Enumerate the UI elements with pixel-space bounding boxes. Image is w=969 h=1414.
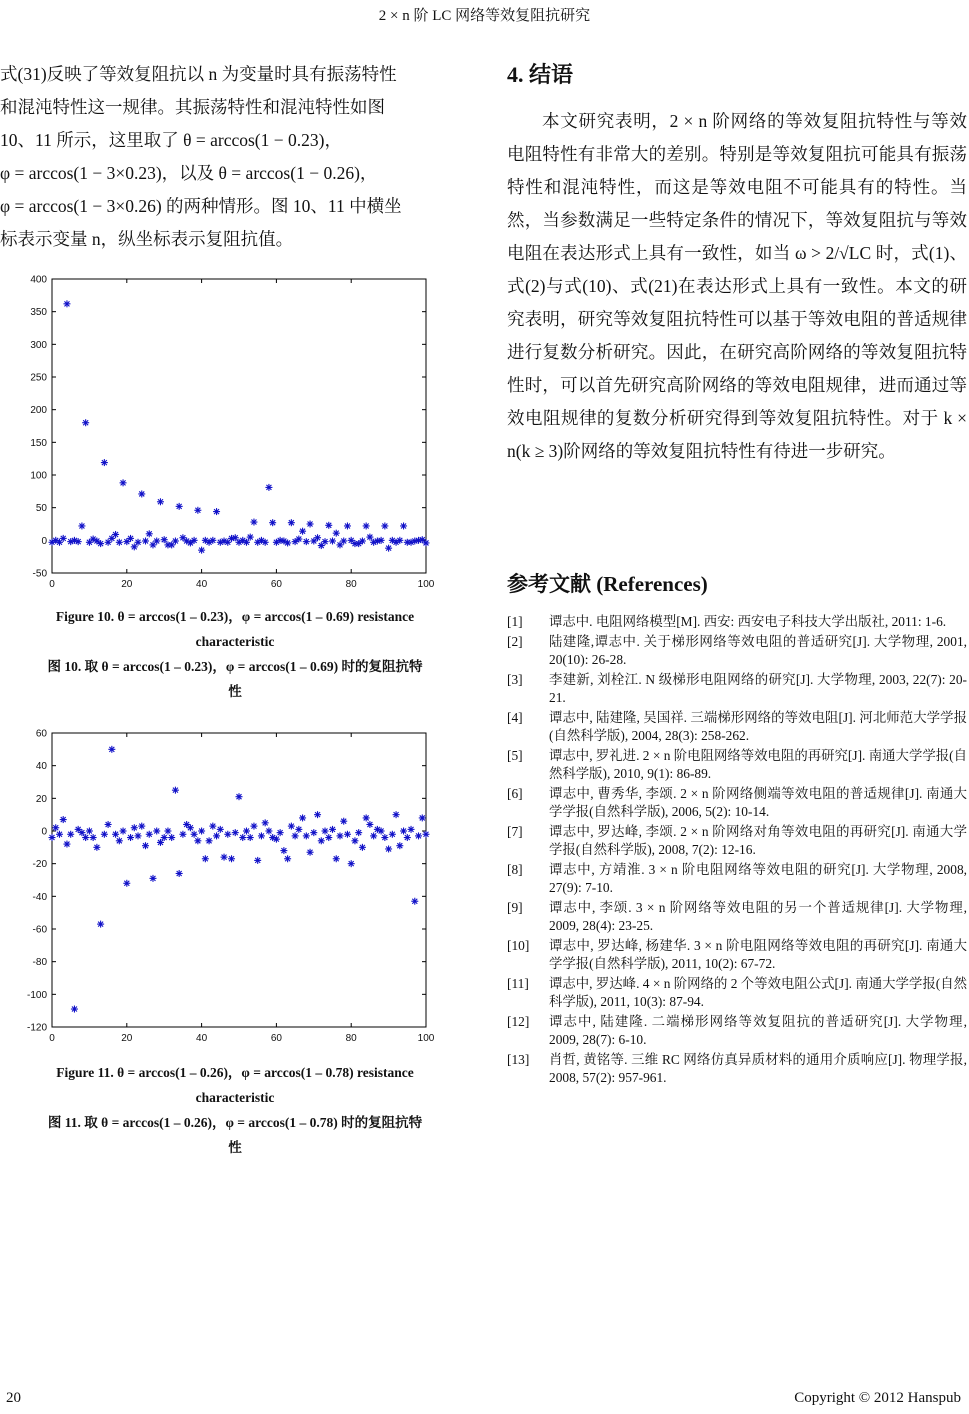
y-tick-label: 100 [30, 470, 47, 482]
figure-10-scatter-plot [0, 268, 470, 598]
data-point [284, 539, 291, 546]
data-point [254, 857, 261, 864]
reference-text: 谭志中, 陆建隆. 二端梯形网络等效复阻抗的普适研究[J]. 大学物理, 2009, 28(7): 6-10. [549, 1014, 967, 1047]
reference-number: [9] [507, 900, 523, 915]
figure-11-caption-zh: 图 11. 取 θ = arccos(1 – 0.26)，φ = arccos(1 – 0.78) 时的复阻抗特 [47, 1115, 423, 1130]
reference-number: [4] [507, 710, 523, 725]
figure-11-caption-zh-cont: 性 [228, 1140, 242, 1155]
reference-text: 陆建隆,谭志中. 关于梯形网络等效电阻的普适研究[J]. 大学物理, 2001, 20(10): 26-28. [549, 634, 967, 667]
data-point [146, 831, 153, 838]
data-point [303, 538, 310, 545]
data-point [393, 811, 400, 818]
copyright-notice: Copyright © 2012 Hanspub [794, 1390, 961, 1406]
y-tick-label: 150 [30, 437, 47, 449]
data-point [142, 537, 149, 544]
figure-11-scatter-plot [0, 722, 470, 1052]
y-tick-label: 50 [35, 503, 47, 515]
y-tick-label: -120 [26, 1022, 47, 1034]
data-point [209, 537, 216, 544]
data-point [314, 811, 321, 818]
data-point [176, 870, 183, 877]
data-point [366, 534, 373, 541]
data-point [221, 854, 228, 861]
data-point [120, 828, 127, 835]
data-point [164, 828, 171, 835]
intro-line: 和混沌特性这一规律。其振荡特性和混沌特性如图 [0, 97, 385, 117]
intro-line: 10、11 所示，这里取了 θ = arccos(1 − 0.23)， [0, 130, 342, 150]
data-point [123, 880, 130, 887]
data-point [411, 898, 418, 905]
data-point [366, 821, 373, 828]
data-point [97, 921, 104, 928]
data-point [228, 855, 235, 862]
reference-number: [8] [507, 862, 523, 877]
data-point [243, 539, 250, 546]
data-point [381, 522, 388, 529]
data-point [179, 831, 186, 838]
plot-frame [52, 279, 426, 573]
figure-10-caption-zh-cont: 性 [228, 684, 242, 699]
data-point [224, 831, 231, 838]
data-point [325, 522, 332, 529]
data-point [333, 530, 340, 537]
y-tick-label: -60 [32, 924, 47, 936]
data-point [191, 537, 198, 544]
data-point [194, 507, 201, 514]
conclusion-paragraph: 本文研究表明，2 × n 阶网络的等效复阻抗特性与等效电阻特性有非常大的差别。特别是等效复阻抗可能具有振荡特性和混沌特性，而这是等效电阻不可能具有的特性。当然，当参数满足一些特定条件的情况下，等效复阻抗与等效电阻在表达形式上具有一致性，如当 ω > 2/√LC 时，式(1)、式(2)与式(10)、式(21)在表达形式上具有一致性。本文的研究表明，研究等效复阻抗特性可以基于等效电阻的普适规律进行复数分析研究。因此，在研究高阶网络的等效复阻抗特性时，可以首先研究高阶网络的等效电阻规律，进而通过等效电阻规律的复数分析研究得到等效复阻抗特性。对于 k × n(k ≥ 3)阶网络的等效复阻抗特性有待进一步研究。 [507, 111, 967, 461]
data-point [385, 545, 392, 552]
data-point [138, 490, 145, 497]
data-point [303, 832, 310, 839]
y-tick-label: -50 [32, 568, 47, 580]
data-point [78, 829, 85, 836]
data-point [295, 536, 302, 543]
data-point [247, 534, 254, 541]
data-point [396, 537, 403, 544]
data-point [295, 826, 302, 833]
data-point [146, 530, 153, 537]
reference-list [507, 613, 967, 1089]
data-point [250, 519, 257, 526]
reference-text: 肖哲, 黄铭等. 三维 RC 网络仿真异质材料的通用介质响应[J]. 物理学报, 2008, 57(2): 957-961. [549, 1052, 967, 1085]
data-point [344, 522, 351, 529]
data-point [322, 828, 329, 835]
data-point [243, 828, 250, 835]
x-tick-label: 100 [417, 579, 435, 590]
reference-item [507, 709, 967, 745]
data-point [116, 539, 123, 546]
figure-10-caption-en-cont: characteristic [195, 634, 275, 649]
data-point [71, 1006, 78, 1013]
data-point [93, 844, 100, 851]
data-point [60, 816, 67, 823]
page-number: 20 [6, 1390, 21, 1406]
data-point [194, 837, 201, 844]
reference-number: [5] [507, 748, 523, 763]
reference-text: 谭志中. 电阻网络模型[M]. 西安: 西安电子科技大学出版社, 2011: 1-6. [549, 614, 947, 629]
data-point [105, 821, 112, 828]
data-point [153, 537, 160, 544]
data-point [239, 834, 246, 841]
data-point [213, 508, 220, 515]
data-point [359, 844, 366, 851]
reference-item [507, 633, 967, 669]
data-point [262, 819, 269, 826]
data-point [381, 834, 388, 841]
data-point [400, 828, 407, 835]
data-point [49, 834, 56, 841]
x-tick-label: 60 [270, 1033, 282, 1044]
data-point [161, 536, 168, 543]
data-point [172, 537, 179, 544]
reference-item [507, 823, 967, 859]
data-point [378, 537, 385, 544]
y-tick-label: 40 [35, 761, 47, 773]
reference-text: 谭志中, 罗达峰, 李颂. 2 × n 阶网络对角等效电阻的再研究[J]. 南通大学学报(自然科学版), 2008, 7(2): 12-16. [549, 824, 967, 857]
data-point [63, 300, 70, 307]
reference-item [507, 613, 967, 631]
data-point [232, 534, 239, 541]
data-point [157, 839, 164, 846]
data-point [310, 829, 317, 836]
data-point [86, 828, 93, 835]
y-tick-label: -100 [26, 989, 47, 1001]
data-point [127, 535, 134, 542]
data-point [363, 814, 370, 821]
data-point [206, 837, 213, 844]
data-point [329, 826, 336, 833]
reference-number: [6] [507, 786, 523, 801]
y-tick-label: 200 [30, 405, 47, 417]
data-point [202, 855, 209, 862]
reference-item [507, 937, 967, 973]
data-point [112, 531, 119, 538]
data-point [127, 834, 134, 841]
x-tick-label: 60 [270, 579, 282, 590]
data-point [307, 521, 314, 528]
intro-line: φ = arccos(1 − 3×0.23)，以及 θ = arccos(1 − 0.26)， [0, 163, 378, 183]
data-point [82, 834, 89, 841]
y-tick-label: -80 [32, 957, 47, 969]
figure-10-caption-en: Figure 10. θ = arccos(1 – 0.23)，φ = arccos(1 – 0.69) resistance [55, 609, 415, 624]
data-point [299, 528, 306, 535]
x-tick-label: 20 [121, 579, 133, 590]
reference-item [507, 861, 967, 897]
data-point [236, 793, 243, 800]
plot-frame [52, 733, 426, 1027]
y-tick-label: 0 [41, 826, 47, 838]
data-point [198, 547, 205, 554]
data-point [131, 824, 138, 831]
data-point [135, 832, 142, 839]
data-point [344, 831, 351, 838]
data-point [288, 823, 295, 830]
reference-number: [2] [507, 634, 523, 649]
figure-11-caption-en: Figure 11. θ = arccos(1 – 0.26)，φ = arccos(1 – 0.78) resistance [56, 1065, 414, 1080]
intro-line: 式(31)反映了等效复阻抗以 n 为变量时具有振荡特性 [0, 64, 397, 84]
data-point [153, 828, 160, 835]
data-point [333, 855, 340, 862]
data-point [396, 842, 403, 849]
data-point [63, 841, 70, 848]
data-point [213, 832, 220, 839]
data-point [262, 539, 269, 546]
right-column [507, 58, 967, 1085]
data-point [198, 828, 205, 835]
data-point [60, 535, 67, 542]
data-point [325, 834, 332, 841]
y-tick-label: 300 [30, 339, 47, 351]
data-point [157, 498, 164, 505]
data-point [389, 831, 396, 838]
reference-text: 谭志中, 陆建隆, 吴国祥. 三端梯形网络的等效电阻[J]. 河北师范大学学报(自然科学版), 2004, 28(3): 258-262. [549, 710, 967, 743]
data-point [138, 823, 145, 830]
intro-paragraph [0, 58, 470, 256]
data-point [168, 834, 175, 841]
reference-item [507, 747, 967, 783]
left-column [0, 58, 470, 256]
reference-item [507, 975, 967, 1011]
data-point [172, 787, 179, 794]
data-point [265, 828, 272, 835]
data-point [269, 519, 276, 526]
data-point [56, 831, 63, 838]
data-point [385, 845, 392, 852]
data-point [284, 855, 291, 862]
reference-text: 谭志中, 罗达峰, 杨建华. 3 × n 阶电阻网络等效电阻的再研究[J]. 南通大学学报(自然科学版), 2011, 10(2): 67-72. [549, 938, 967, 971]
figure-10-caption [0, 604, 470, 704]
data-point [277, 829, 284, 836]
data-point [176, 503, 183, 510]
figure-11-caption-en-cont: characteristic [195, 1090, 275, 1105]
data-point [408, 826, 415, 833]
reference-text: 谭志中, 罗达峰. 4 × n 阶网络的 2 个等效电阻公式[J]. 南通大学学报(自然科学版), 2011, 10(3): 87-94. [549, 976, 967, 1009]
data-point [307, 849, 314, 856]
reference-item [507, 1013, 967, 1049]
reference-text: 谭志中, 方靖淮. 3 × n 阶电阻网络等效电阻的研究[J]. 大学物理, 2008, 27(9): 7-10. [549, 862, 967, 895]
intro-line: φ = arccos(1 − 3×0.26) 的两种情形。图 10、11 中横坐 [0, 196, 402, 216]
data-point [191, 831, 198, 838]
data-point [314, 534, 321, 541]
data-point [209, 823, 216, 830]
data-point [423, 831, 430, 838]
data-point [400, 522, 407, 529]
data-point [90, 834, 97, 841]
data-point [378, 828, 385, 835]
reference-item [507, 671, 967, 707]
y-tick-label: 20 [35, 793, 47, 805]
data-point [75, 538, 82, 545]
running-title: 2 × n 阶 LC 网络等效复阻抗研究 [378, 8, 591, 24]
data-point [120, 479, 127, 486]
data-point [322, 538, 329, 545]
data-point [149, 875, 156, 882]
data-point [78, 522, 85, 529]
data-point [101, 831, 108, 838]
data-point [363, 522, 370, 529]
y-tick-label: 0 [41, 535, 47, 547]
reference-number: [12] [507, 1014, 530, 1029]
x-tick-label: 40 [196, 579, 208, 590]
x-tick-label: 80 [345, 1033, 357, 1044]
data-point [161, 834, 168, 841]
y-tick-label: -20 [32, 859, 47, 871]
intro-line: 标表示变量 n，纵坐标表示复阻抗值。 [0, 229, 294, 249]
reference-text: 李建新, 刘栓江. N 级梯形电阻网络的研究[J]. 大学物理, 2003, 22(7): 20-21. [549, 672, 967, 705]
data-point [112, 831, 119, 838]
data-point [265, 484, 272, 491]
data-point [348, 860, 355, 867]
data-point [97, 540, 104, 547]
reference-number: [3] [507, 672, 523, 687]
data-point [273, 836, 280, 843]
data-point [142, 842, 149, 849]
data-point [329, 537, 336, 544]
data-point [232, 829, 239, 836]
x-tick-label: 20 [121, 1033, 133, 1044]
data-point [370, 832, 377, 839]
data-point [404, 834, 411, 841]
figure-11-caption [0, 1060, 470, 1160]
data-point [250, 823, 257, 830]
data-point [355, 829, 362, 836]
data-point [419, 814, 426, 821]
y-tick-label: 350 [30, 307, 47, 319]
data-point [116, 837, 123, 844]
data-point [292, 832, 299, 839]
data-point [288, 519, 295, 526]
y-tick-label: -40 [32, 891, 47, 903]
reference-number: [7] [507, 824, 523, 839]
reference-number: [1] [507, 614, 523, 629]
x-tick-label: 100 [417, 1033, 435, 1044]
reference-number: [10] [507, 938, 530, 953]
y-tick-label: 60 [35, 728, 47, 740]
data-point [135, 539, 142, 546]
data-point [82, 419, 89, 426]
figure-10-caption-zh: 图 10. 取 θ = arccos(1 – 0.23)，φ = arccos(1 – 0.69) 时的复阻抗特 [47, 659, 423, 674]
data-point [299, 814, 306, 821]
data-point [280, 847, 287, 854]
data-point [336, 832, 343, 839]
data-point [131, 543, 138, 550]
data-point [187, 824, 194, 831]
data-point [423, 539, 430, 546]
reference-text: 谭志中, 曹秀华, 李颂. 2 × n 阶网络侧端等效电阻的普适规律[J]. 南通大学学报(自然科学版), 2006, 5(2): 10-14. [549, 786, 967, 819]
data-point [340, 818, 347, 825]
x-tick-label: 0 [49, 1033, 55, 1044]
section-title-conclusion: 4. 结语 [507, 62, 574, 87]
reference-text: 谭志中, 罗礼进. 2 × n 阶电阻网络等效电阻的再研究[J]. 南通大学学报(自然科学版), 2010, 9(1): 86-89. [549, 748, 967, 781]
y-tick-label: 250 [30, 372, 47, 384]
x-tick-label: 40 [196, 1033, 208, 1044]
data-point [67, 831, 74, 838]
data-point [217, 826, 224, 833]
data-point [52, 824, 59, 831]
reference-number: [11] [507, 976, 529, 991]
reference-item [507, 785, 967, 821]
y-tick-label: 400 [30, 274, 47, 286]
data-point [108, 746, 115, 753]
data-point [318, 837, 325, 844]
data-point [359, 537, 366, 544]
reference-item [507, 899, 967, 935]
reference-number: [13] [507, 1052, 530, 1067]
reference-item [507, 1051, 967, 1087]
data-point [415, 832, 422, 839]
data-point [258, 832, 265, 839]
x-tick-label: 80 [345, 579, 357, 590]
data-point [340, 537, 347, 544]
data-point [101, 459, 108, 466]
references-title: 参考文献 (References) [507, 572, 708, 596]
data-point [351, 837, 358, 844]
reference-text: 谭志中, 李颂. 3 × n 阶网络等效电阻的另一个普适规律[J]. 大学物理, 2009, 28(4): 23-25. [549, 900, 967, 933]
data-point [247, 834, 254, 841]
x-tick-label: 0 [49, 579, 55, 590]
